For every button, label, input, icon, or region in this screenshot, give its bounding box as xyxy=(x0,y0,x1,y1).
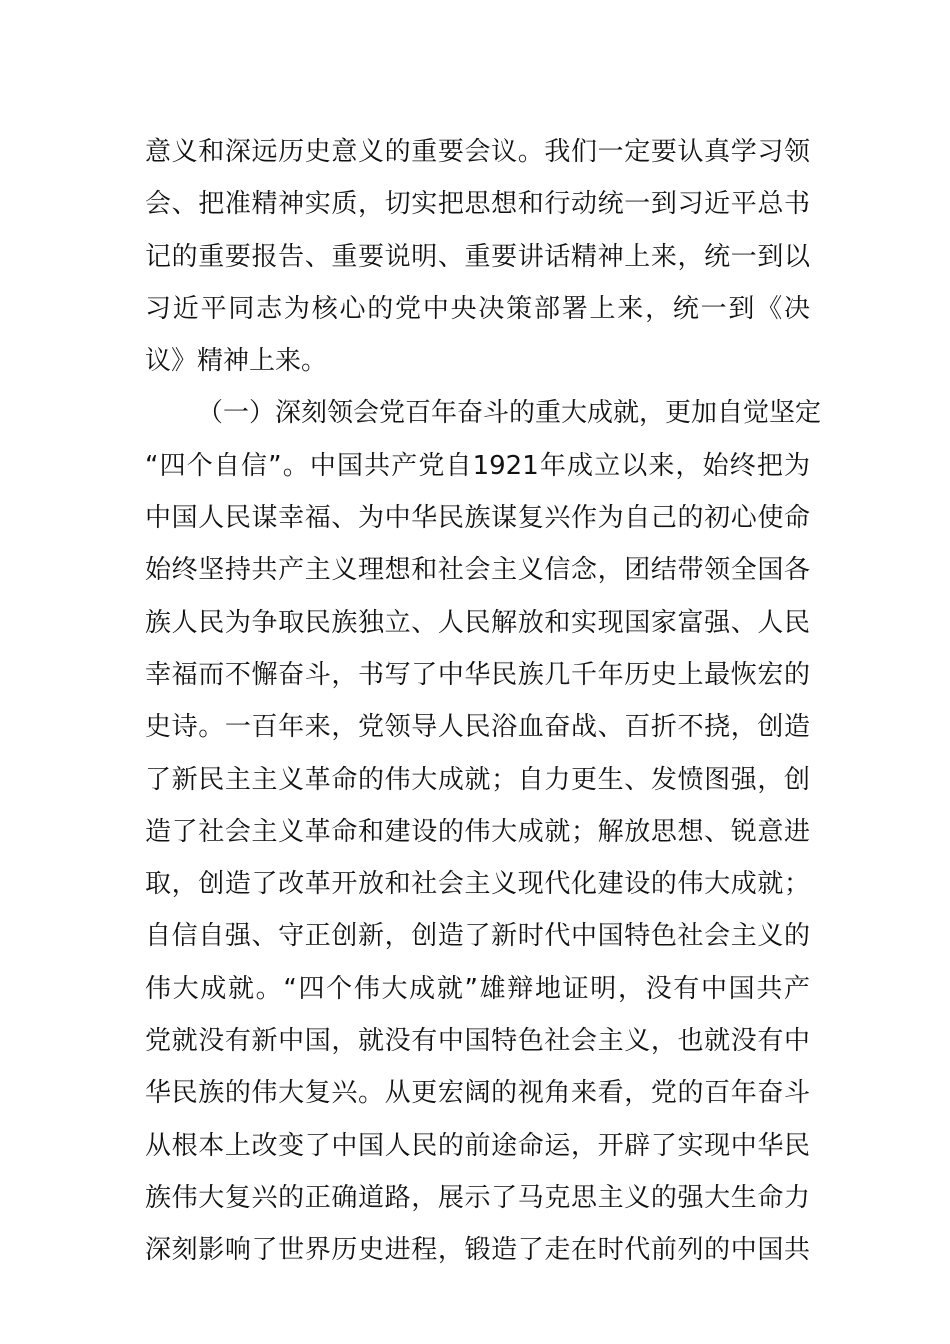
text-line: 党就没有新中国，就没有中国特色社会主义，也就没有中 xyxy=(145,1026,810,1057)
text-line: 意义和深远历史意义的重要会议。我们一定要认真学习领 xyxy=(145,137,810,167)
text-line: 伟大成就。“四个伟大成就”雄辩地证明，没有中国共产 xyxy=(145,973,810,1004)
text-line: 了新民主主义革命的伟大成就；自力更生、发愤图强，创 xyxy=(145,764,810,795)
text-line: 议》精神上来。 xyxy=(145,346,328,377)
text-line: 幸福而不懈奋斗，书写了中华民族几千年历史上最恢宏的 xyxy=(145,659,810,690)
text-line: 习近平同志为核心的党中央决策部署上来，统一到《决 xyxy=(145,293,810,324)
text-line: 中国人民谋幸福、为中华民族谋复兴作为自己的初心使命 xyxy=(145,503,810,534)
text-line: 造了社会主义革命和建设的伟大成就；解放思想、锐意进 xyxy=(145,816,810,847)
text-line: 从根本上改变了中国人民的前途命运，开辟了实现中华民 xyxy=(145,1130,810,1161)
text-line: 始终坚持共产主义理想和社会主义信念，团结带领全国各 xyxy=(145,555,810,586)
text-line: 取，创造了改革开放和社会主义现代化建设的伟大成就； xyxy=(145,869,810,900)
section-heading-line: （一）深刻领会党百年奋斗的重大成就，更加自觉坚定 xyxy=(197,398,822,429)
text-line: 族人民为争取民族独立、人民解放和实现国家富强、人民 xyxy=(145,607,810,638)
text-line: 深刻影响了世界历史进程，锻造了走在时代前列的中国共 xyxy=(145,1235,810,1266)
text-line: 史诗。一百年来，党领导人民浴血奋战、百折不挠，创造 xyxy=(145,712,810,743)
text-line: 族伟大复兴的正确道路，展示了马克思主义的强大生命力 xyxy=(145,1182,810,1213)
text-line: 华民族的伟大复兴。从更宏阔的视角来看，党的百年奋斗 xyxy=(145,1078,810,1109)
text-line: “四个自信”。中国共产党自1921年成立以来，始终把为 xyxy=(145,450,810,481)
text-line: 自信自强、守正创新，创造了新时代中国特色社会主义的 xyxy=(145,921,810,952)
text-line: 会、把准精神实质，切实把思想和行动统一到习近平总书 xyxy=(145,189,810,220)
body-text xyxy=(145,126,822,1277)
text-line: 记的重要报告、重要说明、重要讲话精神上来，统一到以 xyxy=(145,241,810,272)
